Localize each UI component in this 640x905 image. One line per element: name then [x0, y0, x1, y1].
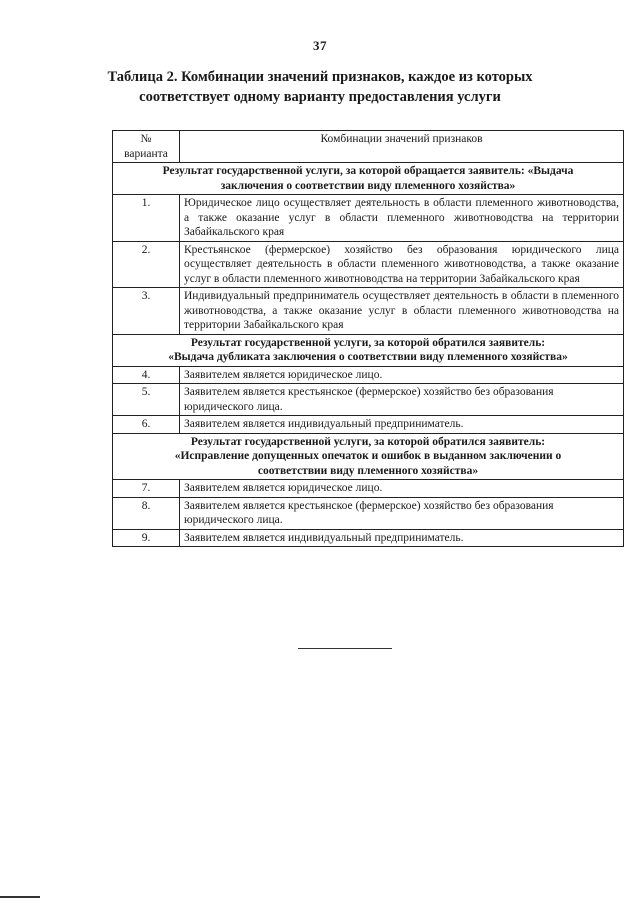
header-variant-label: варианта: [124, 147, 168, 160]
section-title: [113, 334, 624, 366]
table-title-line: Таблица 2. Комбинации значений признаков, каждое из которых: [107, 69, 533, 85]
section-title-line: заключения о соответствии виду племенного хозяйства»: [220, 179, 516, 192]
variant-number: 3.: [113, 288, 180, 335]
section-row: [113, 163, 624, 195]
section-title: [113, 433, 624, 480]
variant-description: Заявителем является индивидуальный предприниматель.: [180, 416, 624, 434]
table-row: [113, 497, 624, 529]
section-title-line: соответствии виду племенного хозяйства»: [257, 464, 479, 477]
variant-description: Заявителем является крестьянское (фермерское) хозяйство без образования юридического лица.: [180, 497, 624, 529]
variant-description: Юридическое лицо осуществляет деятельность в области племенного животноводства, а также оказание услуг в области племенного животноводства на территории Забайкальского края: [180, 195, 624, 242]
variant-number: 7.: [113, 480, 180, 498]
page-number: 37: [313, 38, 327, 53]
table-row: [113, 366, 624, 384]
section-title-line: «Выдача дубликата заключения о соответствии виду племенного хозяйства»: [168, 351, 568, 363]
variant-description: Заявителем является юридическое лицо.: [180, 366, 624, 384]
header-variant-number: [113, 131, 180, 163]
table-row: [113, 416, 624, 434]
variant-description: Крестьянское (фермерское) хозяйство без образования юридического лица осуществляет деятельность в области племенного животноводства, а также оказание услуг в области племенного животноводства на территории Забайкальского края: [180, 241, 624, 288]
variant-description: Заявителем является крестьянское (фермерское) хозяйство без образования юридического лица.: [180, 384, 624, 416]
variant-number: 4.: [113, 366, 180, 384]
variant-description: Индивидуальный предприниматель осуществляет деятельность в области в племенного животноводства, а также оказание услуг в области племенного животноводства на территории Забайкальского края: [180, 288, 624, 335]
variants-table: [112, 130, 624, 547]
variant-number: 2.: [113, 241, 180, 288]
section-title-line: Результат государственной услуги, за которой обращается заявитель: «Выдача: [162, 165, 574, 177]
table-row: [113, 288, 624, 335]
header-number-sign: №: [140, 133, 152, 145]
table-row: [113, 529, 624, 547]
variant-number: 9.: [113, 529, 180, 547]
header-combinations: Комбинации значений признаков: [180, 131, 624, 163]
table-title: [60, 67, 580, 107]
table-row: [113, 195, 624, 242]
table-title-line: соответствует одному варианту предоставления услуги: [139, 89, 501, 105]
variant-description: Заявителем является индивидуальный предприниматель.: [180, 529, 624, 547]
table-row: [113, 480, 624, 498]
section-row: [113, 433, 624, 480]
variant-number: 5.: [113, 384, 180, 416]
variant-number: 6.: [113, 416, 180, 434]
section-row: [113, 334, 624, 366]
table-row: [113, 384, 624, 416]
variant-description: Заявителем является юридическое лицо.: [180, 480, 624, 498]
separator-line: [298, 648, 392, 649]
section-title-line: Результат государственной услуги, за которой обратился заявитель:: [190, 435, 546, 448]
scan-edge-mark: [0, 896, 40, 898]
variant-number: 1.: [113, 195, 180, 242]
section-title: [113, 163, 624, 195]
table-row: [113, 241, 624, 288]
section-title-line: «Исправление допущенных опечаток и ошибок в выданном заключении о: [174, 450, 562, 462]
table-header-row: [113, 131, 624, 163]
section-title-line: Результат государственной услуги, за которой обратился заявитель:: [190, 336, 546, 349]
variant-number: 8.: [113, 497, 180, 529]
